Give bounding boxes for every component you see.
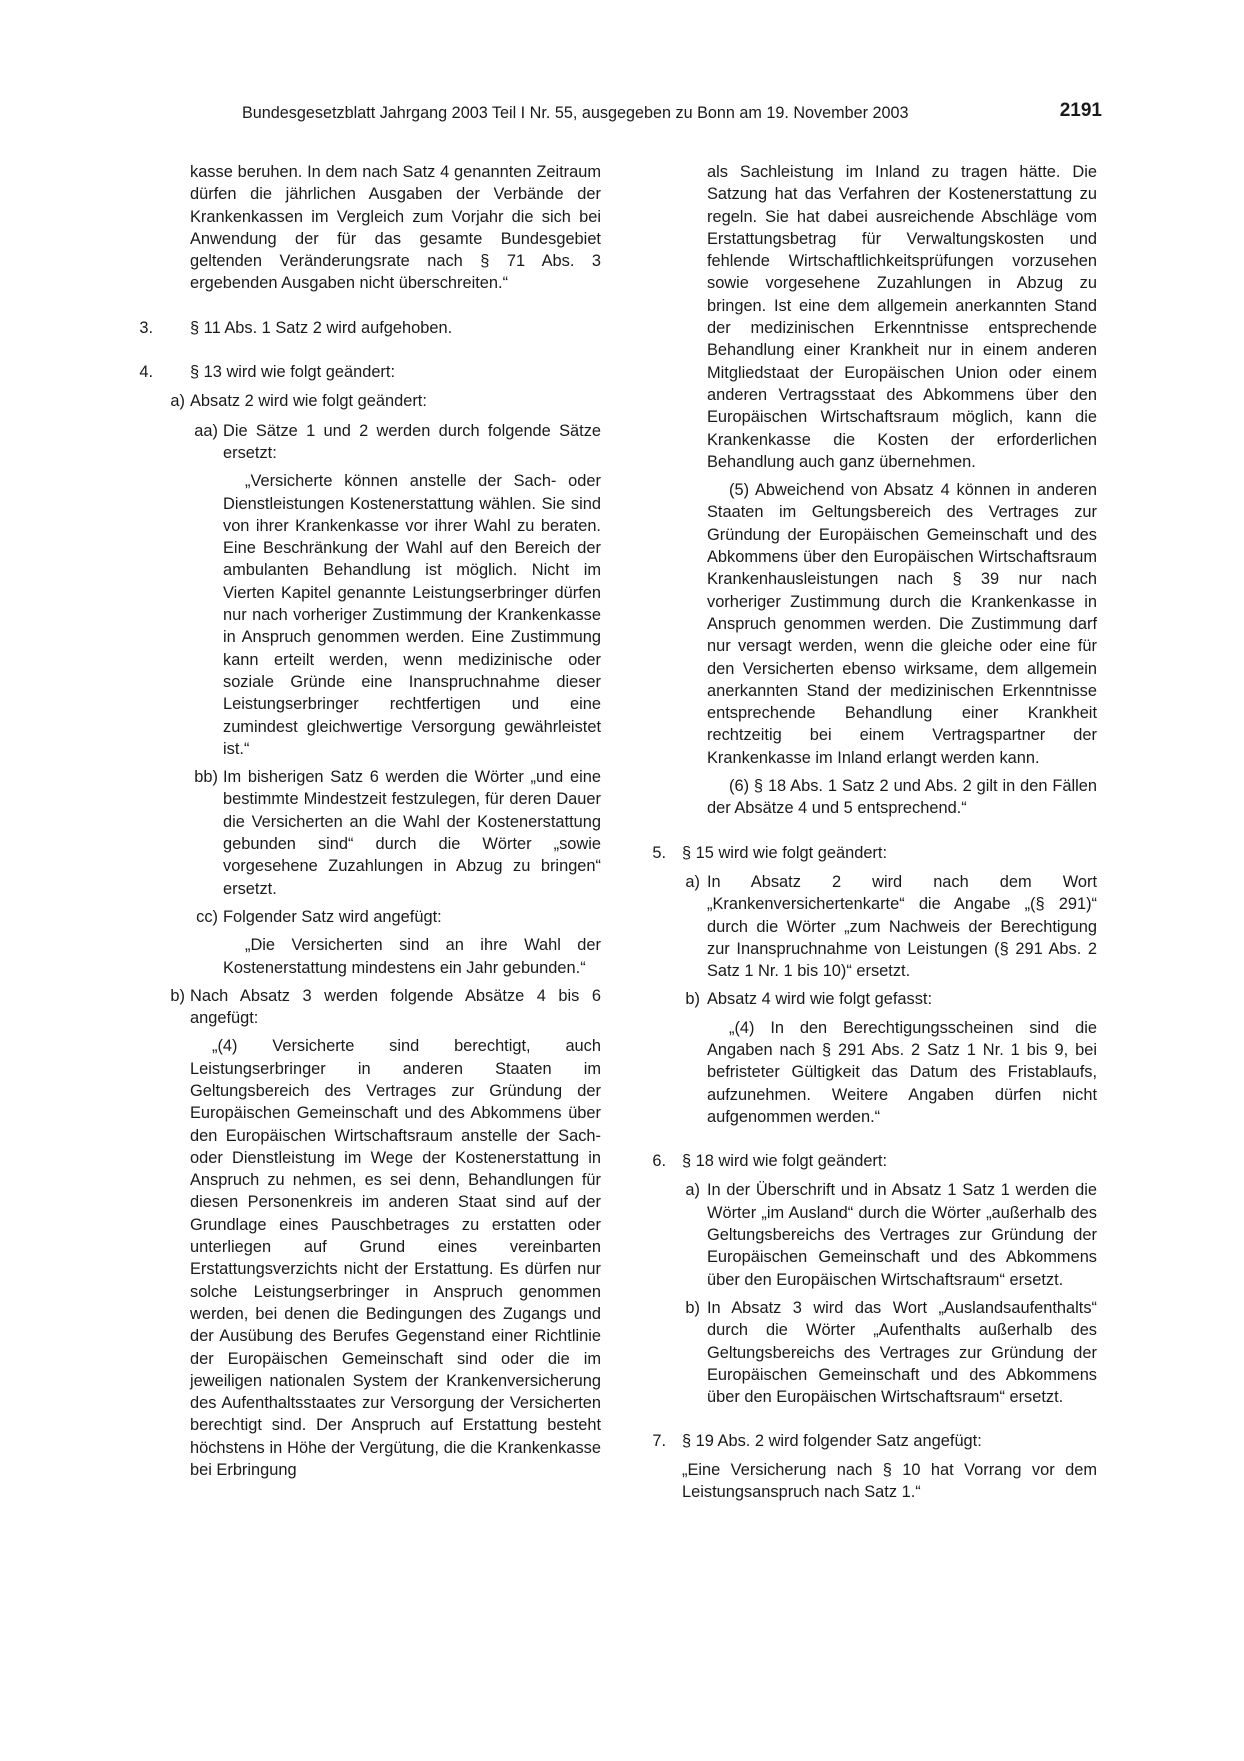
list-item-4a bbox=[153, 390, 601, 412]
item-label: bb) bbox=[194, 768, 218, 787]
item-text: In Absatz 3 wird das Wort „Auslandsaufenthalts“ durch die Wörter „Aufenthalts außerhalb des Geltungsbereichs des Vertrages zur Gründung der Europäischen Gemeinschaft und des Abkommens über den Europäischen Wirtschaftsraum“ ersetzt. bbox=[707, 1298, 1097, 1407]
item-number: 6. bbox=[652, 1152, 666, 1171]
item-text: Nach Absatz 3 werden folgende Absätze 4 bis 6 angefügt: bbox=[190, 986, 601, 1028]
item-number: 5. bbox=[652, 843, 666, 862]
paragraph-4 bbox=[153, 1035, 601, 1481]
list-item-3 bbox=[139, 317, 601, 339]
quote-7 bbox=[650, 1459, 1097, 1504]
quote-5b bbox=[650, 1017, 1097, 1128]
item-label: aa) bbox=[194, 421, 218, 440]
item-text: Die Sätze 1 und 2 werden durch folgende Sätze ersetzt: bbox=[223, 421, 601, 462]
item-text: Absatz 4 wird wie folgt gefasst: bbox=[707, 990, 933, 1009]
list-item-5a bbox=[650, 871, 1097, 982]
item-number: 4. bbox=[139, 363, 153, 382]
right-column bbox=[650, 161, 1097, 1503]
paragraph-5 bbox=[650, 479, 1097, 769]
quote-aa bbox=[153, 470, 601, 760]
paragraph-text: „(4) Versicherte sind berechtigt, auch Leistungserbringer in anderen Staaten im Geltungsbereich des Vertrages zur Gründung der Europäischen Gemeinschaft und des Abkommens über den Europäischen Wirtschaftsraum anstelle der Sach- oder Dienstleistung im Wege der Kostenerstattung in Anspruch zu nehmen, es sei denn, Behandlungen für diesen Personenkreis im anderen Staat sind auf der Grundlage eines Pauschbetrages zu erstatten oder unterliegen auf Grund eines vereinbarten Erstattungsverzichts nicht der Erstattung. Es dürfen nur solche Leistungserbringer in Anspruch genommen werden, bei denen die Bedingungen des Zugangs und der Ausübung des Berufes Gegenstand einer Richtlinie der Europäischen Gemeinschaft sind oder die im jeweiligen nationalen System der Krankenversicherung des Aufenthaltsstaates zur Versorgung der Versicherten berechtigt sind. Der Anspruch auf Erstattung besteht höchstens in Höhe der Vergütung, die die Krankenkasse bei Erbringung bbox=[190, 1037, 601, 1480]
item-text: Im bisherigen Satz 6 werden die Wörter „und eine bestimmte Mindestzeit festzulegen, für deren Dauer die Versicherten an die Wahl der Kostenerstattung gebunden sind“ durch die Wörter „sowie vorgesehene Zuzahlungen in Abzug zu bringen“ ersetzt. bbox=[223, 768, 601, 898]
paragraph-text: als Sachleistung im Inland zu tragen hätte. Die Satzung hat das Verfahren der Kostenerstattung zu regeln. Sie hat dabei ausreichende Abschläge vom Erstattungsbetrag für Verwaltungskosten und fehlende Wirtschaftlichkeitsprüfungen vorzusehen sowie vorgesehene Zuzahlungen in Abzug zu bringen. Ist eine dem allgemein anerkannten Stand der medizinischen Erkenntnisse entsprechende Behandlung einer Krankheit nur in einem anderen Mitgliedstaat der Europäischen Union oder einem anderen Vertragsstaat des Abkommens über den Europäischen Wirtschaftsraum möglich, kann die Krankenkasse die Kosten der erforderlichen Behandlung auch ganz übernehmen. bbox=[707, 163, 1097, 471]
continuation-paragraph: kasse beruhen. In dem nach Satz 4 genannten Zeitraum dürfen die jährlichen Ausgaben der Verbände der Krankenkassen im Vergleich zum Vorjahr die sich bei Anwendung der für das gesamte Bundesgebiet geltenden Veränderungsrate nach § 71 Abs. 3 ergebenden Ausgaben nicht überschreiten.“ bbox=[190, 163, 601, 293]
list-item-4 bbox=[139, 361, 601, 383]
list-item-6 bbox=[650, 1150, 1097, 1172]
item-number: 3. bbox=[139, 318, 153, 337]
list-item-5 bbox=[650, 842, 1097, 864]
item-label: a) bbox=[170, 392, 185, 411]
paragraph-4-continued bbox=[650, 161, 1097, 473]
list-item-6a bbox=[650, 1179, 1097, 1290]
paragraph-6 bbox=[650, 775, 1097, 820]
item-text: In der Überschrift und in Absatz 1 Satz 1 werden die Wörter „im Ausland“ durch die Wörter „außerhalb des Geltungsbereichs des Vertrages zur Gründung der Europäischen Gemeinschaft und des Abkommens über den Europäischen Wirtschaftsraum“ ersetzt. bbox=[707, 1181, 1097, 1289]
list-item-4a-cc bbox=[153, 906, 601, 928]
item-text: § 15 wird wie folgt geändert: bbox=[682, 843, 888, 862]
item-label: a) bbox=[685, 1181, 700, 1200]
page-number: 2191 bbox=[1059, 100, 1102, 121]
item-label: cc) bbox=[196, 907, 218, 926]
item-text: § 13 wird wie folgt geändert: bbox=[190, 363, 396, 382]
item-text: In Absatz 2 wird nach dem Wort „Krankenversichertenkarte“ die Angabe „(§ 291)“ durch die Wörter „zum Nachweis der Berechtigung zur Inanspruchnahme von Leistungen (§ 291 Abs. 2 Satz 1 Nr. 1 bis 10)“ ersetzt. bbox=[707, 872, 1097, 981]
item-text: § 11 Abs. 1 Satz 2 wird aufgehoben. bbox=[190, 318, 453, 337]
quote-text: „Eine Versicherung nach § 10 hat Vorrang vor dem Leistungsanspruch nach Satz 1.“ bbox=[682, 1460, 1097, 1502]
list-item-4b bbox=[153, 985, 601, 1030]
item-text: Folgender Satz wird angefügt: bbox=[223, 907, 442, 926]
item-text: § 18 wird wie folgt geändert: bbox=[682, 1152, 888, 1171]
list-item-4a-bb bbox=[153, 766, 601, 900]
quote-text: „(4) In den Berechtigungsscheinen sind die Angaben nach § 291 Abs. 2 Satz 1 Nr. 1 bis 9, bei befristeter Gültigkeit das Datum des Fristablaufs, aufzunehmen. Weitere Angaben dürfen nicht aufgenommen werden.“ bbox=[707, 1018, 1097, 1126]
list-item-4a-aa bbox=[153, 420, 601, 465]
quote-text: „Die Versicherten sind an ihre Wahl der Kostenerstattung mindestens ein Jahr gebunden.“ bbox=[223, 936, 601, 977]
quote-cc bbox=[153, 934, 601, 979]
list-item-6b bbox=[650, 1297, 1097, 1408]
item-label: a) bbox=[685, 872, 700, 891]
item-label: b) bbox=[170, 986, 185, 1005]
item-label: b) bbox=[685, 990, 700, 1009]
paragraph-text: (6) § 18 Abs. 1 Satz 2 und Abs. 2 gilt in den Fällen der Absätze 4 und 5 entsprechend.“ bbox=[707, 777, 1097, 818]
item-number: 7. bbox=[652, 1432, 666, 1451]
paragraph-text: (5) Abweichend von Absatz 4 können in anderen Staaten im Geltungsbereich des Vertrages zur Gründung der Europäischen Gemeinschaft und des Abkommens über den Europäischen Wirtschaftsraum Krankenhausleistungen nach § 39 nur nach vorheriger Zustimmung durch die Krankenkasse in Anspruch genommen werden. Die Zustimmung darf nur versagt werden, wenn die gleiche oder eine für den Versicherten ebenso wirksame, dem allgemein anerkannten Stand der medizinischen Erkenntnisse entsprechende Behandlung einer Krankheit rechtzeitig bei einem Vertragspartner der Krankenkasse im Inland erlangt werden kann. bbox=[707, 481, 1097, 767]
gazette-title: Bundesgesetzblatt Jahrgang 2003 Teil I Nr. 55, ausgegeben zu Bonn am 19. November 2003 bbox=[242, 104, 909, 122]
list-item-7 bbox=[650, 1430, 1097, 1452]
quote-text: „Versicherte können anstelle der Sach- oder Dienstleistungen Kostenerstattung wählen. Sie sind von ihrer Krankenkasse vor ihrer Wahl zu beraten. Eine Beschränkung der Wahl auf den Bereich der ambulanten Behandlung ist möglich. Nicht im Vierten Kapitel genannte Leistungserbringer dürfen nur nach vorheriger Zustimmung der Krankenkasse in Anspruch genommen werden. Eine Zustimmung kann erteilt werden, wenn medizinische oder soziale Gründe eine Inanspruchnahme dieser Leistungserbringer rechtfertigen und eine zumindest gleichwertige Versorgung gewährleistet ist.“ bbox=[223, 472, 601, 758]
item-text: § 19 Abs. 2 wird folgender Satz angefügt: bbox=[682, 1432, 982, 1451]
left-column bbox=[139, 161, 601, 1481]
page-header bbox=[190, 100, 1110, 132]
item-label: b) bbox=[685, 1298, 700, 1317]
item-text: Absatz 2 wird wie folgt geändert: bbox=[190, 392, 427, 411]
list-item-5b bbox=[650, 988, 1097, 1010]
